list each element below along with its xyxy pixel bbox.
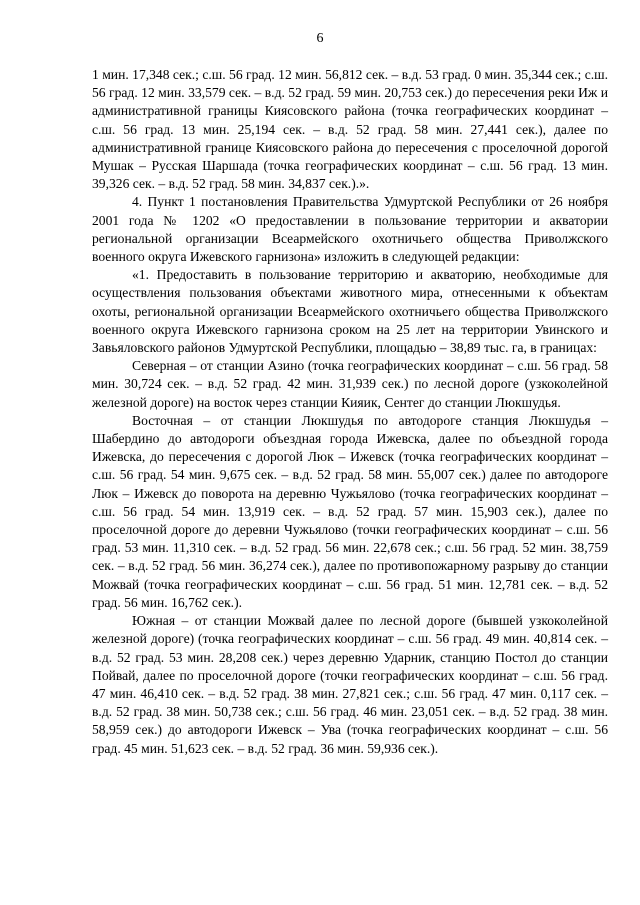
paragraph-south-border: Южная – от станции Можвай далее по лесной дороге (бывшей узкоколейной железной дороге) (точка географических координат – с.ш. 56 град. 49 мин. 40,814 сек. – в.д. 52 град. 53 мин. 28,208 сек.) через деревню Ударник, станцию Постол до станции Пойвай, далее по проселочной дороге (точки географических координат – с.ш. 56 град. 47 мин. 46,410 сек. – в.д. 52 град. 38 мин. 27,821 сек.; с.ш. 56 град. 47 мин. 0,117 сек. – в.д. 52 град. 38 мин. 50,738 сек.; с.ш. 56 град. 46 мин. 23,051 сек. – в.д. 52 град. 38 мин. 58,959 сек.) до автодороги Ижевск – Ува (точка географических координат – с.ш. 56 град. 45 мин. 51,623 сек. – в.д. 52 град. 36 мин. 59,936 сек.). bbox=[92, 613, 608, 756]
paragraph-continuation: 1 мин. 17,348 сек.; с.ш. 56 град. 12 мин. 56,812 сек. – в.д. 53 град. 0 мин. 35,344 сек.; с.ш. 56 град. 12 мин. 33,579 сек. – в.д. 52 град. 59 мин. 20,753 сек.) до пересечения реки Иж и административной границы Киясовского района (точка географических координат – с.ш. 56 град. 13 мин. 25,194 сек. – в.д. 52 град. 58 мин. 27,441 сек.), далее по административной границе Киясовского района до пересечения с проселочной дорогой Мушак – Русская Шаршада (точка географических координат – с.ш. 56 град. 13 мин. 39,326 сек. – в.д. 52 град. 58 мин. 34,837 сек.).». bbox=[92, 67, 608, 192]
paragraph-item-4: 4. Пункт 1 постановления Правительства Удмуртской Республики от 26 ноября 2001 года № 1202 «О предоставлении в пользование территории и акватории региональной организации Всеармейского охотничьего общества Приволжского военного округа Ижевского гарнизона» изложить в следующей редакции: bbox=[92, 194, 608, 265]
paragraph-east-border: Восточная – от станции Люкшудья по автодороге станция Люкшудья – Шабердино до автодороги объездная города Ижевска, далее по объездной города Ижевска, до пересечения с дорогой Люк – Ижевск (точка географических координат – с.ш. 56 град. 54 мин. 9,675 сек. – в.д. 52 град. 58 мин. 55,007 сек.) далее по автодороге Люк – Ижевск до поворота на деревню Чужьялово (точка географических координат – с.ш. 56 град. 54 мин. 13,919 сек. – в.д. 52 град. 57 мин. 15,903 сек.), далее по проселочной дороге до деревни Чужьялово (точки географических координат – с.ш. 56 град. 53 мин. 11,310 сек. – в.д. 52 град. 56 мин. 22,678 сек.; с.ш. 56 град. 52 мин. 38,759 сек. – в.д. 52 град. 56 мин. 36,274 сек.), далее по противопожарному разрыву до станции Можвай (точка географических координат – с.ш. 56 град. 51 мин. 12,781 сек. – в.д. 52 град. 56 мин. 16,762 сек.). bbox=[92, 412, 608, 610]
document-body bbox=[92, 66, 608, 758]
paragraph-north-border: Северная – от станции Азино (точка географических координат – с.ш. 56 град. 58 мин. 30,724 сек. – в.д. 52 град. 42 мин. 31,939 сек.) по лесной дороге (узкоколейной железной дороге) на восток через станции Кияик, Сентег до станции Люкшудья. bbox=[92, 358, 608, 410]
page-number: 6 bbox=[316, 31, 324, 46]
paragraph-new-edition: «1. Предоставить в пользование территорию и акваторию, необходимые для осуществления пользования объектами животного мира, отнесенными к объектам охоты, региональной организации Всеармейского охотничьего общества Приволжского военного округа Ижевского гарнизона сроком на 25 лет на территории Увинского и Завьяловского районов Удмуртской Республики, площадью – 38,89 тыс. га, в границах: bbox=[92, 267, 608, 356]
